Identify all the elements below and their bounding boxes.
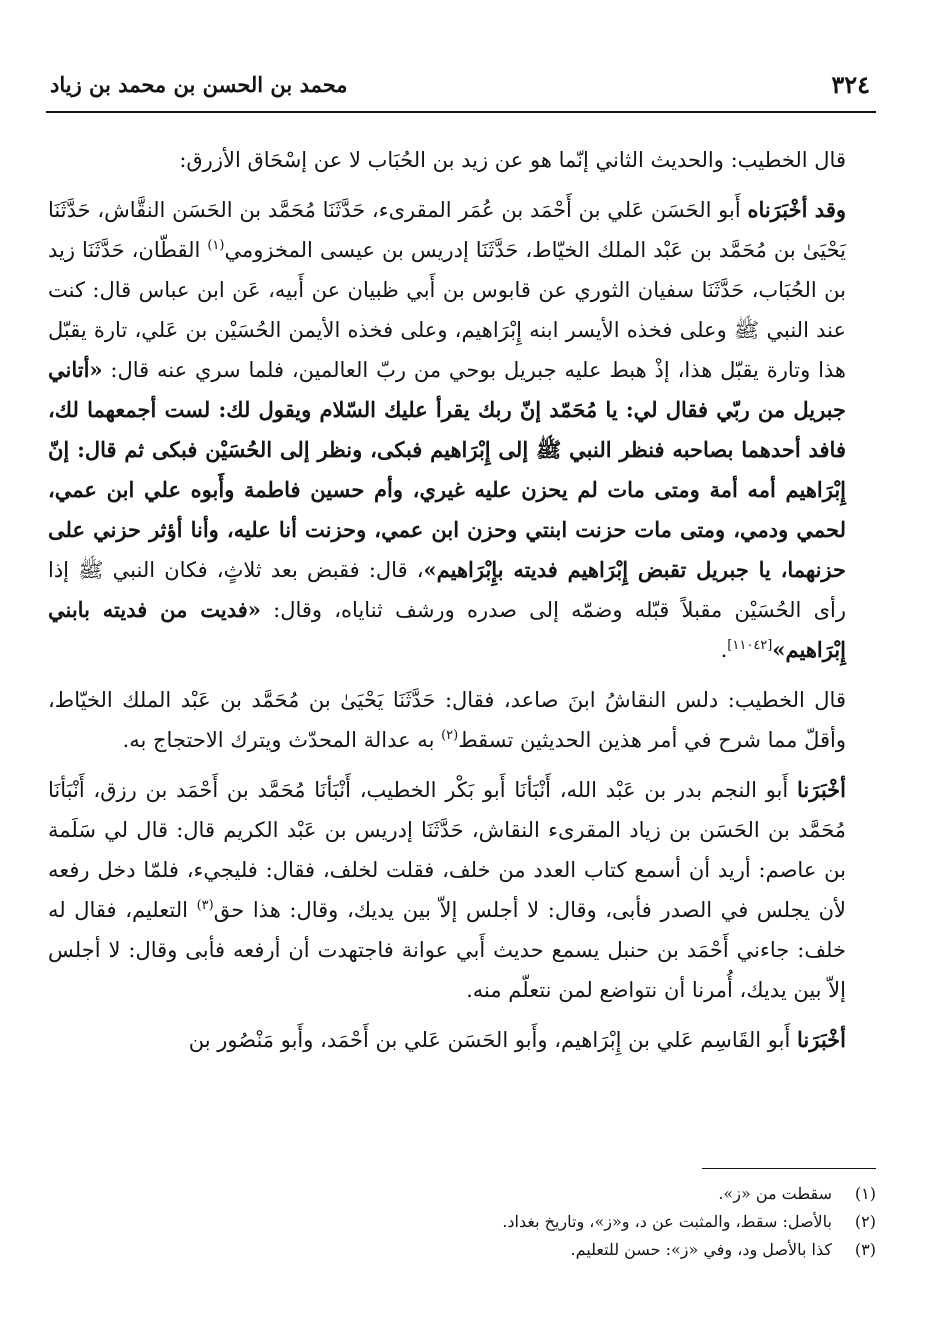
footnote-item [96,1208,876,1236]
footnote-marker: [١١٠٤٢] [727,638,773,653]
main-text [48,140,874,1070]
footnotes [96,1180,876,1264]
paragraph-lead-word: أخْبَرَنا [797,1027,846,1052]
footnote-number: (١) [854,1184,876,1203]
paragraph [48,190,874,670]
paragraph [48,1020,874,1060]
paragraph-lead-word: وقد أخْبَرَناه [747,197,847,222]
footnote-marker: (١) [207,238,225,253]
footnote-marker: (٢) [441,728,459,743]
footnote-text: سقطت من «ز». [718,1184,832,1203]
page-header [50,64,870,108]
text-segment: . [720,638,728,662]
footnote-item [96,1236,876,1264]
text-segment: القطّان، حَدَّثَنَا زيد بن الحُبَاب، حَدَّثَنَا سفيان الثوري عن قابوس بن أَبي ظبيان عن أَبيه، عَن ابن عباس قال: كنت عند النبي ﷺ وعلى فخذه الأيسر ابنه إِبْرَاهيم، وعلى فخذه الأيمن الحُسَيْن بن عَلي، تارة يقبّل هذا وتارة يقبّل هذا، إذْ هبط عليه جبريل بوحي من ربّ العالمين، فلما سري عنه قال: [48,238,847,382]
text-segment: قال الخطيب: والحديث الثاني إنّما هو عن زيد بن الحُبَاب لا عن إسْحَاق الأزرق: [179,148,846,172]
paragraph [48,140,874,180]
footnote-number: (٢) [854,1212,876,1231]
footnote-number: (٣) [854,1240,876,1259]
paragraph-lead-word: أخْبَرَنا [797,777,846,802]
page-number: ٣٢٤ [831,70,870,99]
text-segment: أَبو القَاسِم عَلي بن إِبْرَاهيم، وأَبو الحَسَن عَلي بن أَحْمَد، وأَبو مَنْصُور بن [188,1028,798,1052]
text-segment: قال الخطيب: دلس النقاشُ ابنَ صاعد، فقال: حَدَّثَنَا يَحْيَىٰ بن مُحَمَّد بن عَبْد الملك الخيّاط، وأقلّ مما شرح في أمر هذين الحديثين تسقط [48,688,846,752]
footnote-item [96,1180,876,1208]
footnote-text: كذا بالأصل ود، وفي «ز»: حسن للتعليم. [570,1240,832,1259]
text-segment: به عدالة المحدّث ويترك الاحتجاج به. [122,728,442,752]
running-title: محمد بن الحسن بن محمد بن زياد [50,72,348,97]
text-segment: أَبو الحَسَن عَلي بن أَحْمَد بن عُمَر المقرىء، حَدَّثَنَا مُحَمَّد بن الحَسَن النقَّاش، حَدَّثَنَا يَحْيَىٰ بن مُحَمَّد بن عَبْد الملك الخيّاط، حَدَّثَنَا إدريس بن عيسى المخزومي [48,198,846,262]
paragraph [48,770,874,1010]
footnote-marker: (٣) [196,898,214,913]
text-segment: ، قال: فقبض بعد ثلاثٍ، فكان النبي ﷺ إذا رأى الحُسَيْن مقبلاً قبّله وضمّه إلى صدره ورشف ثناياه، وقال: [48,558,846,622]
text-segment: أَبو النجم بدر بن عَبْد الله، أَنْبَأنَا أَبو بَكْر الخطيب، أَنْبَأنَا مُحَمَّد بن أَحْمَد بن رزق، أَنْبَأنَا مُحَمَّد بن الحَسَن بن زياد المقرىء النقاش، حَدَّثَنَا إدريس بن عَبْد الكريم قال: قال لي سَلَمة بن عاصم: أريد أن أسمع كتاب العدد من خلف، فقلت لخلف، فقال: فليجيء، فلمّا دخل رفعه لأن يجلس في الصدر فأبى، وقال: لا أجلس إلاّ بين يديك، وقال: هذا حق [48,778,846,922]
header-rule [46,111,876,113]
quoted-hadith-text: «أتاني جبريل من ربّي فقال لي: يا مُحَمّد إنّ ربك يقرأ عليك السّلام ويقول لك: لست أجمعهما لك، فافد أحدهما بصاحبه فنظر النبي ﷺ إلى إِبْرَاهيم فبكى، ونظر إلى الحُسَيْن فبكى ثم قال: إنّ إِبْرَاهيم أمه أمة ومتى مات لم يحزن عليه غيري، وأم حسين فاطمة وأَبوه علي ابن عمي، لحمي ودمي، ومتى مات حزنت ابنتي وحزن ابن عمي، وحزنت أنا عليه، وأنا أؤثر حزني على حزنهما، يا جبريل تقبض إِبْرَاهيم فديته بإِبْرَاهيم» [48,357,846,582]
footnote-text: بالأصل: سقط، والمثبت عن د، و«ز»، وتاريخ بغداد. [502,1212,832,1231]
quoted-hadith-text: «فديت من فديته بابني إِبْرَاهيم» [48,597,846,662]
footnote-rule [702,1168,876,1169]
paragraph [48,680,874,760]
text-segment: التعليم، فقال له خلف: جاءني أَحْمَد بن حنبل يسمع حديث أَبي عوانة فاجتهدت أن أرفعه فأبى وقال: لا أجلس إلاّ بين يديك، أُمرنا أن نتواضع لمن نتعلّم منه. [48,898,846,1002]
